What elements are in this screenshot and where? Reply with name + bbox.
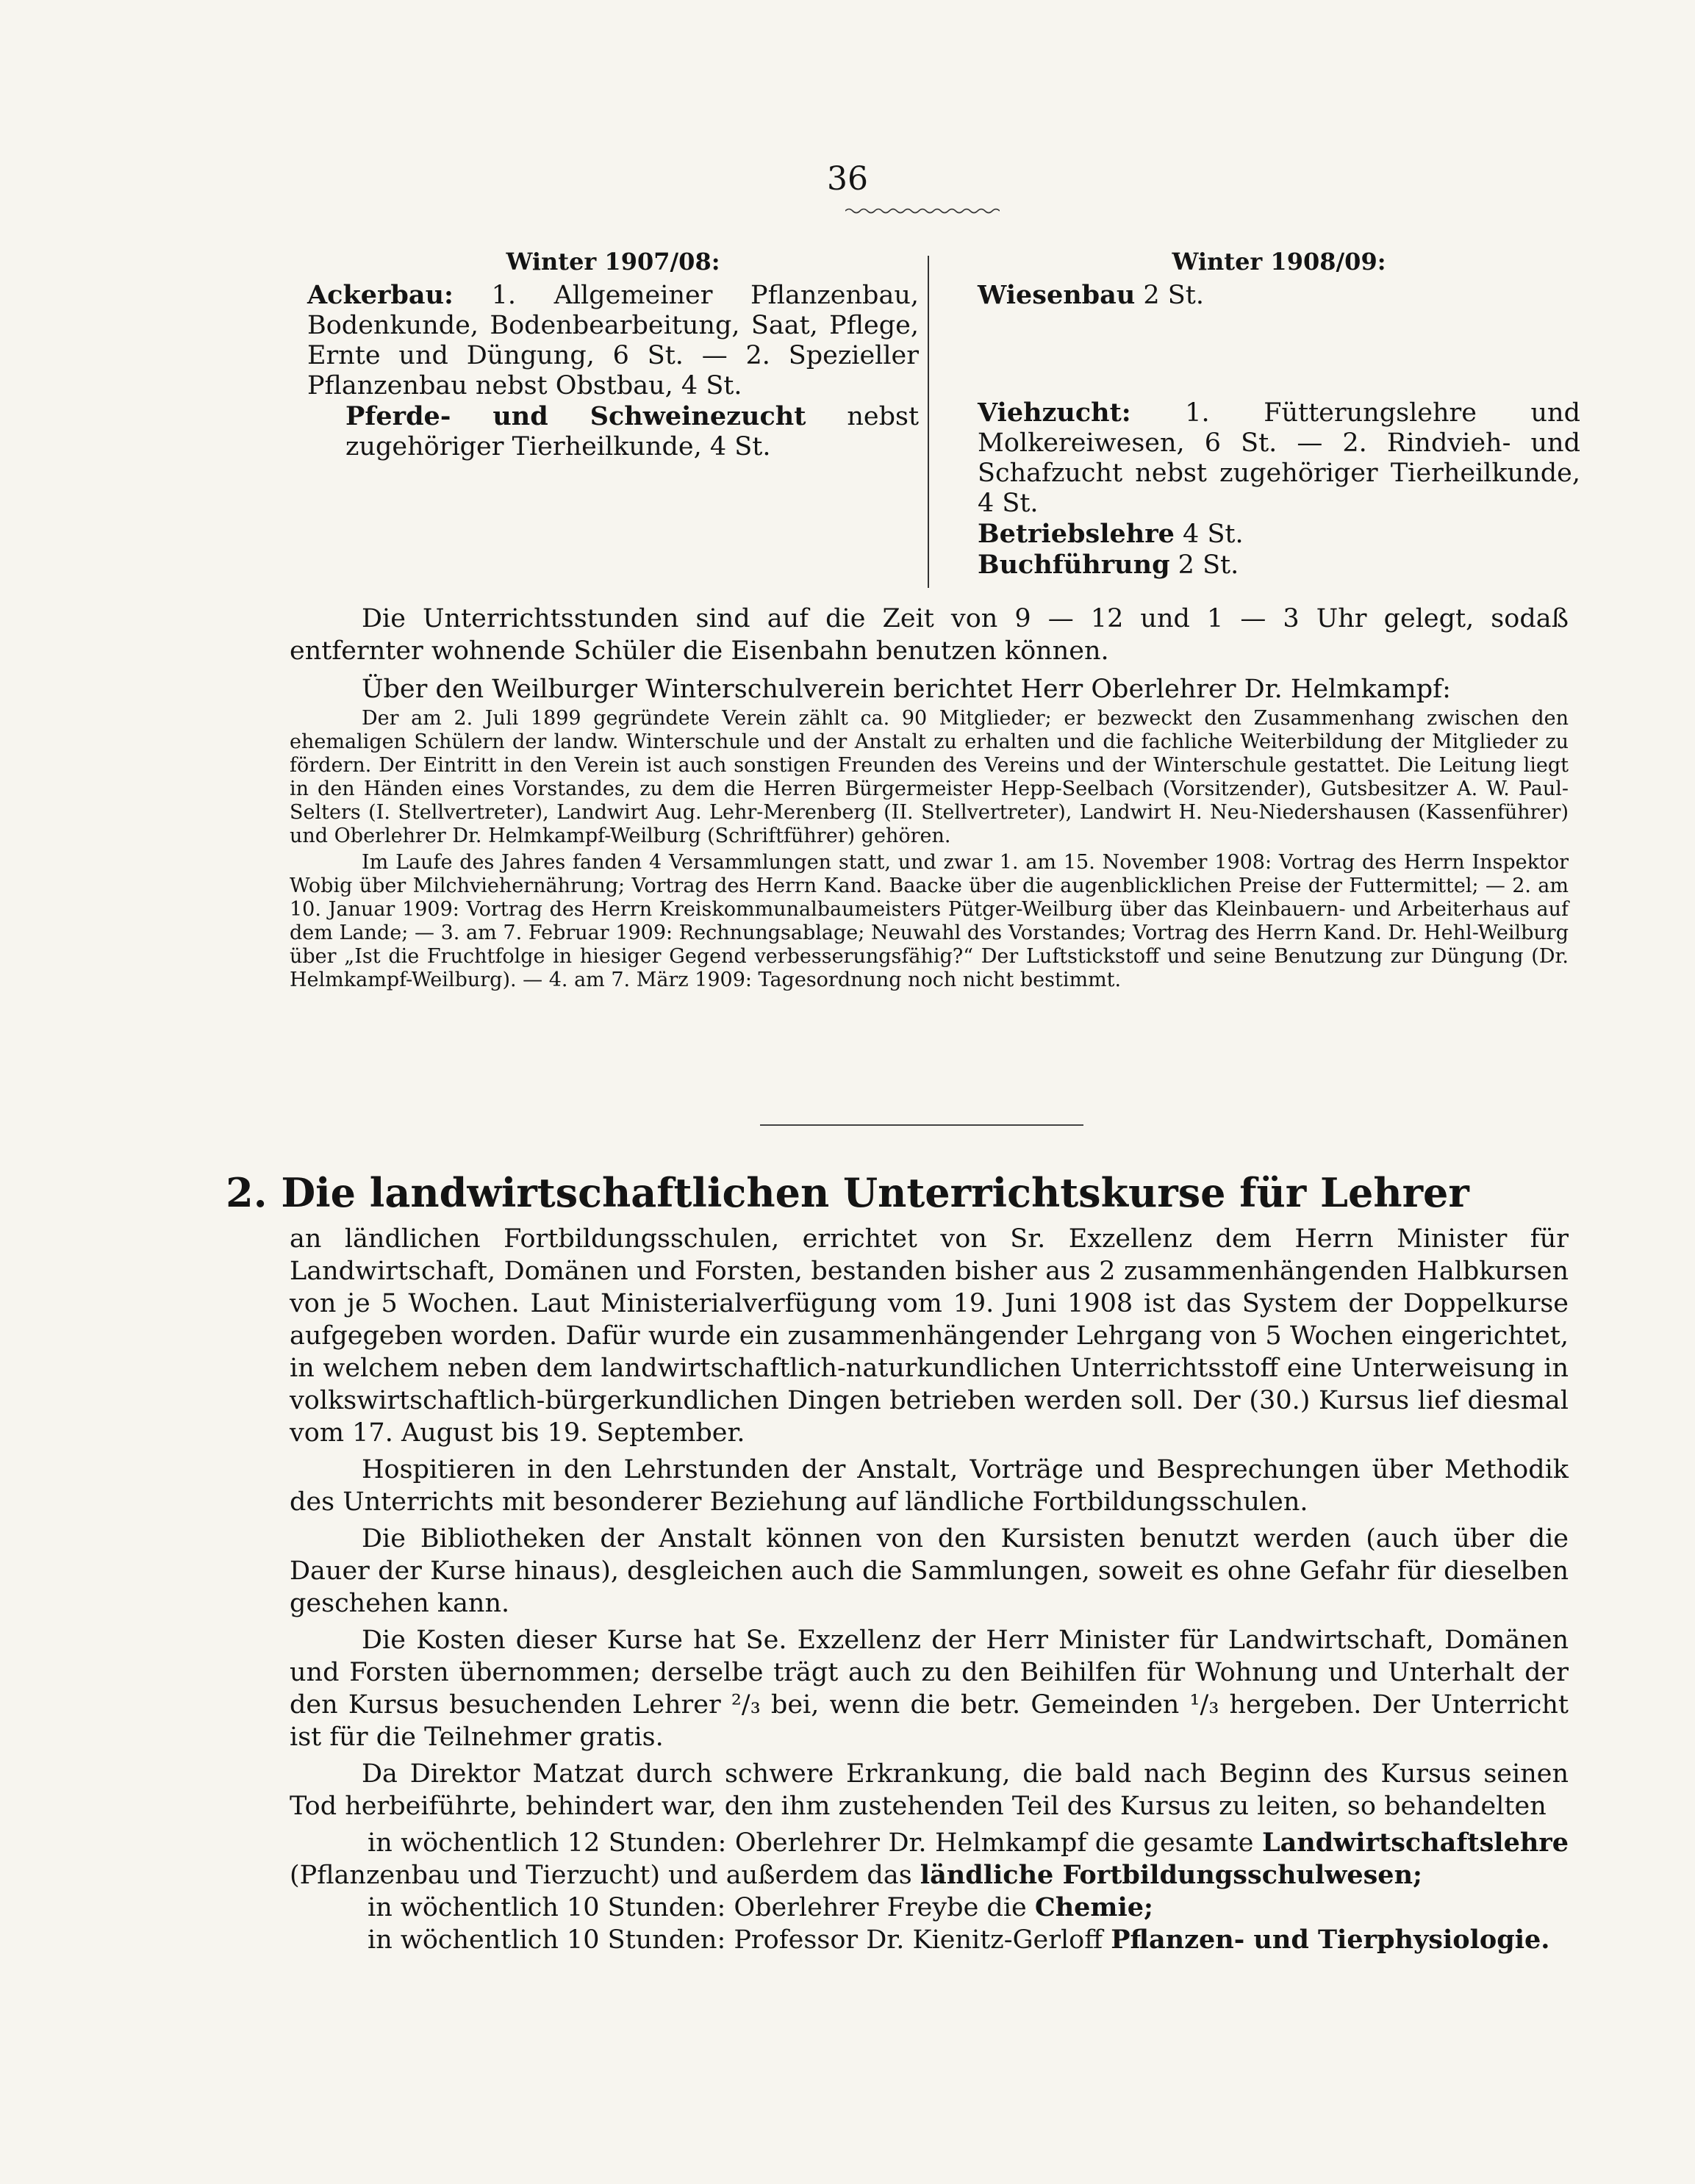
winter-1907-heading: Winter 1907/08: — [506, 248, 720, 276]
section-2-heading: 2. Die landwirtschaftlichen Unterrichtskurse für Lehrer — [226, 1169, 1469, 1216]
pferdezucht-text: nebst zugehöriger Tierheilkunde, 4 St. — [345, 402, 920, 461]
winter-1907-column — [307, 247, 919, 462]
assignment-3-subject: Pflanzen- und Tierphysiologie. — [1111, 1925, 1550, 1955]
teacher-assignment-2 — [290, 1892, 1569, 1924]
wiesenbau-label: Wiesenbau — [978, 280, 1136, 310]
assignment-3-text: in wöchentlich 10 Stunden: Professor Dr. Kienitz-Gerloff — [368, 1925, 1111, 1955]
hours-paragraph: Die Unterrichtsstunden sind auf die Zeit von 9 — 12 und 1 — 3 Uhr gelegt, sodaß entfernter wohnende Schüler die Eisenbahn benutzen können. — [290, 604, 1569, 666]
ackerbau-label: Ackerbau: — [307, 280, 454, 310]
ackerbau-text: 1. Allgemeiner Pflanzenbau, Bodenkunde, Bodenbearbeitung, Saat, Pflege, Ernte und Düngung, 6 St. — 2. Spezieller Pflanzenbau nebst Obstbau, 4 St. — [307, 281, 919, 400]
assignment-1-text-a: in wöchentlich 12 Stunden: Oberlehrer Dr. Helmkampf die gesamte — [368, 1828, 1262, 1858]
assignment-1-subject-b: ländliche Fortbildungsschulwesen; — [920, 1860, 1422, 1890]
lehrerkurse-paragraph-1: an ländlichen Fortbildungsschulen, errichtet von Sr. Exzellenz dem Herrn Minister für Landwirtschaft, Domänen und Forsten, bestanden bisher aus 2 zusammenhängenden Halbkursen von je 5 Wochen. Laut Ministerialverfügung vom 19. Juni 1908 ist das System der Doppelkurse aufgegeben worden. Dafür wurde ein zusammenhängender Lehrgang von 5 Wochen eingerichtet, in welchem neben dem landwirtschaftlich-naturkundlichen Unterrichtsstoff eine Unterweisung in volkswirtschaftlich-bürgerkundlichen Dingen betrieben werden soll. Der (30.) Kursus lief diesmal vom 17. August bis 19. September. — [290, 1224, 1569, 1448]
winter-1908-column — [978, 247, 1580, 581]
viehzucht-label: Viehzucht: — [978, 398, 1131, 428]
lehrerkurse-section — [290, 1223, 1569, 1956]
assignment-2-subject: Chemie; — [1034, 1892, 1153, 1922]
verein-intro: Über den Weilburger Winterschulverein berichtet Herr Oberlehrer Dr. Helmkampf: — [362, 675, 1451, 704]
assignment-2-text: in wöchentlich 10 Stunden: Oberlehrer Freybe die — [368, 1893, 1035, 1922]
viehzucht-entry — [978, 398, 1580, 519]
winterschule-section — [290, 603, 1569, 992]
ornament-rule — [845, 206, 1000, 216]
section-divider — [760, 1124, 1083, 1126]
column-spacer — [978, 311, 1580, 398]
ackerbau-entry — [307, 280, 919, 401]
betriebslehre-entry — [978, 519, 1580, 550]
lehrerkurse-paragraph-3: Die Bibliotheken der Anstalt können von den Kursisten benutzt werden (auch über die Dauer der Kurse hinaus), desgleichen auch die Sammlungen, soweit es ohne Gefahr für dieselben geschehen kann. — [290, 1524, 1569, 1618]
buchfuehrung-text: 2 St. — [1169, 550, 1239, 580]
buchfuehrung-label: Buchführung — [978, 550, 1170, 580]
viehzucht-text: 1. Fütterungslehre und Molkereiwesen, 6 St. — 2. Rindvieh- und Schafzucht nebst zugehöriger Tierheilkunde, 4 St. — [978, 398, 1580, 518]
pferdezucht-entry — [307, 401, 919, 462]
wiesenbau-entry — [978, 280, 1580, 311]
buchfuehrung-entry — [978, 550, 1580, 581]
assignment-1-subject-a: Landwirtschaftslehre — [1261, 1828, 1569, 1858]
teacher-assignment-3 — [290, 1924, 1569, 1956]
verein-report-1: Der am 2. Juli 1899 gegründete Verein zählt ca. 90 Mitglieder; er bezweckt den Zusammenhang zwischen den ehemaligen Schülern der landw. Winterschule und der Anstalt zu erhalten und die fachliche Weiterbildung der Mitglieder zu fördern. Der Eintritt in den Verein ist auch sonstigen Freunden des Vereins und der Winterschule gestattet. Die Leitung liegt in den Händen eines Vorstandes, zu dem die Herren Bürgermeister Hepp-Seelbach (Vorsitzender), Gutsbesitzer A. W. Paul-Selters (I. Stellvertreter), Landwirt Aug. Lehr-Merenberg (II. Stellvertreter), Landwirt H. Neu-Niedershausen (Kassenführer) und Oberlehrer Dr. Helmkampf-Weilburg (Schriftführer) gehören. — [290, 707, 1569, 847]
teacher-assignment-1 — [290, 1827, 1569, 1892]
betriebslehre-text: 4 St. — [1174, 520, 1244, 549]
lehrerkurse-paragraph-4: Die Kosten dieser Kurse hat Se. Exzellenz der Herr Minister für Landwirtschaft, Domänen und Forsten übernommen; derselbe trägt auch zu den Beihilfen für Wohnung und Unterhalt der den Kursus besuchenden Lehrer ²/₃ bei, wenn die betr. Gemeinden ¹/₃ hergeben. Der Unterricht ist für die Teilnehmer gratis. — [290, 1626, 1569, 1752]
winter-1908-heading: Winter 1908/09: — [1172, 248, 1386, 276]
betriebslehre-label: Betriebslehre — [978, 519, 1175, 549]
lehrerkurse-paragraph-5: Da Direktor Matzat durch schwere Erkrankung, die bald nach Beginn des Kursus seinen Tod herbeiführte, behindert war, den ihm zustehenden Teil des Kursus zu leiten, so behandelten — [290, 1759, 1569, 1821]
wiesenbau-text: 2 St. — [1135, 281, 1204, 310]
column-divider — [928, 256, 929, 588]
lehrerkurse-paragraph-2: Hospitieren in den Lehrstunden der Anstalt, Vorträge und Besprechungen über Methodik des Unterrichts mit besonderer Beziehung auf ländliche Fortbildungsschulen. — [290, 1455, 1569, 1517]
assignment-1-text-b: (Pflanzenbau und Tierzucht) und außerdem das — [290, 1861, 920, 1890]
pferdezucht-label: Pferde- und Schweinezucht — [345, 401, 806, 431]
verein-report-2: Im Laufe des Jahres fanden 4 Versammlungen statt, und zwar 1. am 15. November 1908: Vortrag des Herrn Inspektor Wobig über Milchviehernährung; Vortrag des Herrn Kand. Baacke über die augenblicklichen Preise der Futtermittel; — 2. am 10. Januar 1909: Vortrag des Herrn Kreiskommunalbaumeisters Pütger-Weilburg über das Kleinbauern- und Arbeiterhaus auf dem Lande; — 3. am 7. Februar 1909: Rechnungsablage; Neuwahl des Vorstandes; Vortrag des Herrn Kand. Dr. Hehl-Weilburg über „Ist die Fruchtfolge in hiesiger Gegend verbesserungsfähig?“ Der Luftstickstoff und seine Benutzung zur Düngung (Dr. Helmkampf-Weilburg). — 4. am 7. März 1909: Tagesordnung noch nicht bestimmt. — [290, 851, 1569, 991]
page-number: 36 — [827, 160, 868, 198]
